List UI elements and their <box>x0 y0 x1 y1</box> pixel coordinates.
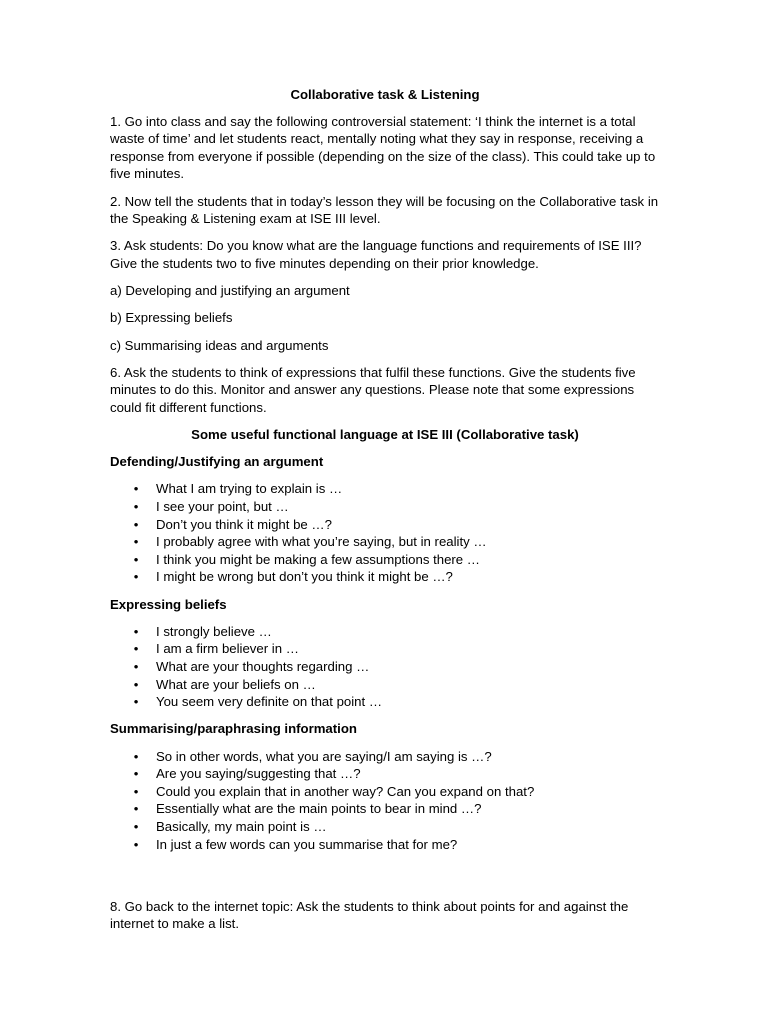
section-heading-beliefs: Expressing beliefs <box>110 596 227 612</box>
bullet-icon: • <box>133 676 139 692</box>
list-item: • I might be wrong but don’t you think it might be …? <box>110 568 660 586</box>
list-item: • Basically, my main point is … <box>110 818 660 836</box>
bullet-list-summarising <box>110 748 660 854</box>
section-heading-summarising: Summarising/paraphrasing information <box>110 721 357 737</box>
paragraph-function-a: a) Developing and justifying an argument <box>110 283 350 299</box>
list-item: • I am a firm believer in … <box>110 640 660 658</box>
paragraph-step-2: 2. Now tell the students that in today’s lesson they will be focusing on the Collaborative task in the Speaking & Listening exam at ISE III level. <box>110 193 659 227</box>
intro-block <box>110 113 660 417</box>
paragraph-step-8: 8. Go back to the internet topic: Ask the students to think about points for and against the internet to make a list. <box>110 898 629 932</box>
bullet-icon: • <box>133 551 139 567</box>
bullet-icon: • <box>133 818 139 834</box>
list-item: • Don’t you think it might be …? <box>110 516 660 534</box>
bullet-icon: • <box>133 481 139 497</box>
list-item: • So in other words, what you are saying/I am saying is …? <box>110 748 660 766</box>
list-item: • I probably agree with what you’re saying, but in reality … <box>110 533 660 551</box>
bullet-list-beliefs <box>110 623 660 711</box>
bullet-list-defending <box>110 480 660 586</box>
bullet-icon: • <box>133 801 139 817</box>
paragraph-function-b: b) Expressing beliefs <box>110 310 233 326</box>
bullet-icon: • <box>133 499 139 515</box>
document-page <box>110 86 660 942</box>
section-heading-defending: Defending/Justifying an argument <box>110 454 324 470</box>
list-item: • What are your thoughts regarding … <box>110 658 660 676</box>
bullet-icon: • <box>133 658 139 674</box>
paragraph-step-1: 1. Go into class and say the following controversial statement: ‘I think the internet is a total waste of time’ and let students react, mentally noting what they say in response, receiving a response from everyone if possible (depending on the size of the class). This could take up to five minutes. <box>110 113 656 182</box>
bullet-icon: • <box>133 569 139 585</box>
bullet-icon: • <box>133 748 139 764</box>
bullet-icon: • <box>133 623 139 639</box>
list-item: • I see your point, but … <box>110 498 660 516</box>
list-item: • In just a few words can you summarise that for me? <box>110 836 660 854</box>
section-subtitle: Some useful functional language at ISE III (Collaborative task) <box>191 427 579 443</box>
bullet-icon: • <box>133 766 139 782</box>
bullet-icon: • <box>133 836 139 852</box>
list-item: • What I am trying to explain is … <box>110 480 660 498</box>
list-item: • You seem very definite on that point … <box>110 693 660 711</box>
spacer <box>110 863 660 898</box>
list-item: • Could you explain that in another way? Can you expand on that? <box>110 783 660 801</box>
list-item: • Are you saying/suggesting that …? <box>110 765 660 783</box>
bullet-icon: • <box>133 516 139 532</box>
paragraph-step-3: 3. Ask students: Do you know what are the language functions and requirements of ISE III? Give the students two to five minutes depending on their prior knowledge. <box>110 238 642 271</box>
bullet-icon: • <box>133 641 139 657</box>
bullet-icon: • <box>133 783 139 799</box>
paragraph-function-c: c) Summarising ideas and arguments <box>110 337 329 353</box>
list-item: • Essentially what are the main points to bear in mind …? <box>110 800 660 818</box>
paragraph-step-6: 6. Ask the students to think of expressions that fulfil these functions. Give the students five minutes to do this. Monitor and answer any questions. Please note that some expressions could fit different functions. <box>110 364 636 415</box>
bullet-icon: • <box>133 694 139 710</box>
list-item: • I strongly believe … <box>110 623 660 641</box>
list-item: • What are your beliefs on … <box>110 676 660 694</box>
bullet-icon: • <box>133 534 139 550</box>
list-item: • I think you might be making a few assumptions there … <box>110 551 660 569</box>
document-title: Collaborative task & Listening <box>290 87 480 102</box>
